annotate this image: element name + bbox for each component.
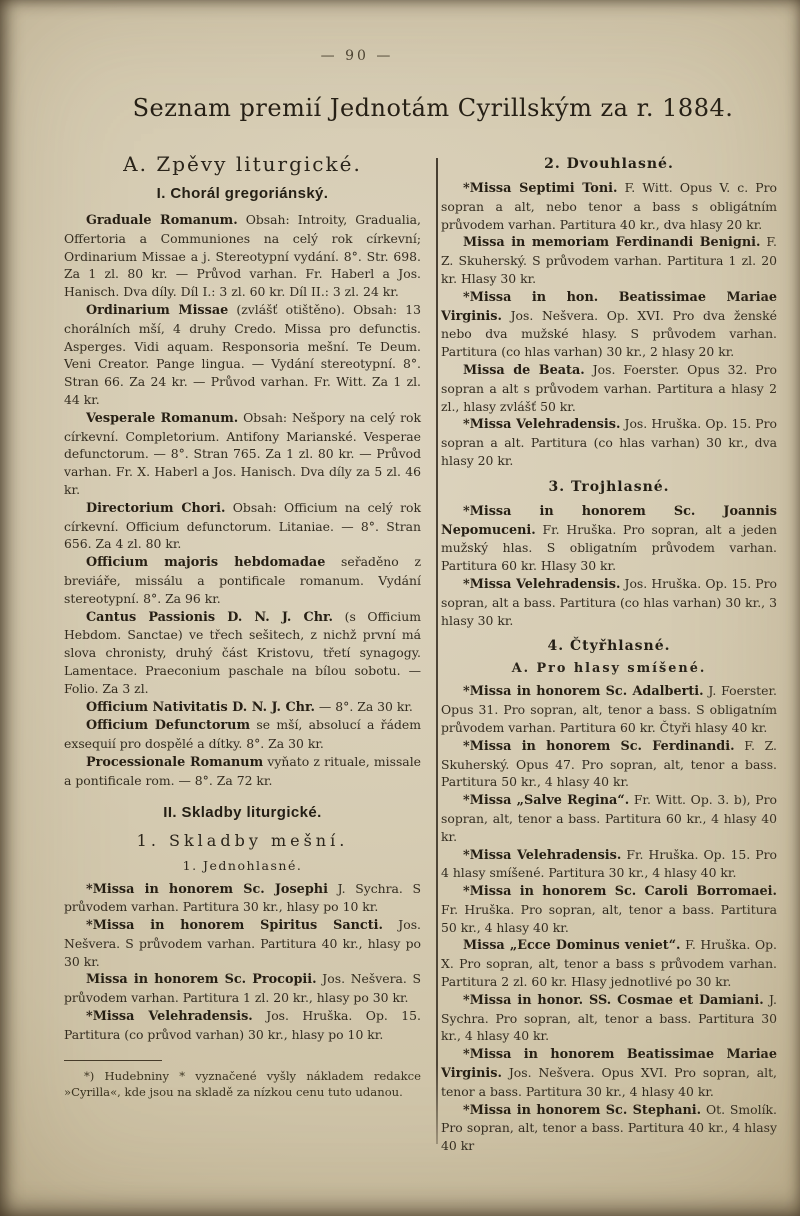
entry-text: Fr. Hruška. Op. 15. Pro 4 hlasy smíšené. Partitura 30 kr., 4 hlasy 40 kr. xyxy=(441,846,777,881)
dvouhlasne-entries-list xyxy=(441,179,777,470)
catalog-entry xyxy=(441,575,777,629)
document-title: Seznam premií Jednotám Cyrillským za r. 1884. xyxy=(132,94,734,122)
catalog-entry xyxy=(441,991,777,1045)
entry-title: *Missa Septimi Toni. xyxy=(463,181,618,196)
entry-text: Jos. Hruška. Op. 15. Partitura (co průvod varhan) 30 kr., hlasy po 10 kr. xyxy=(64,1008,421,1042)
entry-text: Jos. Nešvera. S průvodem varhan. Partitura 40 kr., hlasy po 30 kr. xyxy=(64,917,421,969)
jednohlasne-entries-list xyxy=(64,880,421,1044)
catalog-entry xyxy=(64,916,421,970)
entry-text: F. Z. Skuherský. S průvodem varhan. Partitura 1 zl. 20 kr. Hlasy 30 kr. xyxy=(441,234,777,286)
section-heading-zpevy-liturgicke: A. Zpěvy liturgické. xyxy=(123,152,362,176)
choral-entries-list xyxy=(64,211,421,790)
left-column xyxy=(64,152,421,1100)
subsection-heading-skladby-mesni: 1. Skladby mešní. xyxy=(136,830,349,850)
catalog-entry xyxy=(441,791,777,845)
catalog-entry xyxy=(64,608,421,698)
entry-text: Jos. Hruška. Op. 15. Pro sopran, alt a bass. Partitura (co hlas varhan) 30 kr., 3 hlasy 30 kr. xyxy=(441,575,777,628)
entry-title: *Missa Velehradensis. xyxy=(463,417,621,433)
entry-text: J. Foerster. Opus 31. Pro sopran, alt, tenor a bass. S obligatním průvodem varhan. Partitura 60 kr. Čtyři hlasy 40 kr. xyxy=(441,683,777,735)
entry-text: F. Witt. Opus V. c. Pro sopran a alt, nebo tenor a bass s obligátním průvodem varhan. Partitura 40 kr., dva hlasy 20 kr. xyxy=(441,180,777,232)
entry-text: Fr. Hruška. Pro sopran, alt, tenor a bass. Partitura 50 kr., 4 hlasy 40 kr. xyxy=(441,901,777,935)
entry-title: *Missa in honorem Sc. Stephani. xyxy=(463,1102,702,1118)
entry-title: *Missa in honorem Sc. Josephi xyxy=(86,881,328,897)
footnote-separator xyxy=(64,1060,162,1061)
entry-title: Directorium Chori. xyxy=(86,500,226,516)
entry-text: Jos. Nešvera. S průvodem varhan. Partitura 1 zl. 20 kr., hlasy po 30 kr. xyxy=(64,971,421,1006)
footnote-text: *) Hudebniny * vyznačené vyšly nákladem redakce »Cyrilla«, kde jsou na skladě za nízkou cenu tuto udanou. xyxy=(64,1068,421,1100)
entry-title: *Missa „Salve Regina“. xyxy=(463,793,630,809)
entry-text: Obsah: Officium na celý rok církevní. Officium defunctorum. Litaniae. — 8°. Stran 656. Za 4 zl. 80 kr. xyxy=(64,499,421,552)
entry-title: *Missa Velehradensis. xyxy=(463,847,622,863)
catalog-entry xyxy=(441,936,777,990)
entry-title: *Missa in honorem Sc. Joannis Nepomuceni. xyxy=(441,503,777,538)
entry-text: Fr. Hruška. Pro sopran, alt a jeden mužský hlas. S obligatním průvodem varhan. Partitura 60 kr. Hlasy 30 kr. xyxy=(441,521,777,574)
catalog-entry xyxy=(64,753,421,790)
entry-title: *Missa in honorem Beatissimae Mariae Virginis. xyxy=(441,1047,777,1082)
entry-title: *Missa in honorem Sc. Adalberti. xyxy=(463,684,704,700)
entry-title: Vesperale Romanum. xyxy=(86,410,239,426)
column-divider xyxy=(436,158,438,1144)
catalog-entry xyxy=(64,211,421,301)
catalog-entry xyxy=(441,361,777,415)
catalog-entry xyxy=(64,499,421,553)
entry-text: vyňato z rituale, missale a pontificale rom. — 8°. Za 72 kr. xyxy=(64,753,421,788)
entry-text: Jos. Hruška. Op. 15. Pro sopran a alt. Partitura (co hlas varhan) 30 kr., dva hlasy 20 kr. xyxy=(441,416,777,468)
entry-text: Jos. Nešvera. Opus XVI. Pro sopran, alt, tenor a bass. Partitura 30 kr., 4 hlasy 40 kr. xyxy=(441,1065,777,1099)
catalog-entry xyxy=(64,409,421,499)
catalog-entry xyxy=(441,682,777,736)
entry-text: Obsah: Introity, Gradualia, Offertoria a Communiones na celý rok církevní; Ordinarium Missae a j. Stereotypní vydání. 8°. Str. 698. Za 1 zl. 80 kr. — Průvod varhan. Fr. Haberl a Jos. Hanisch. Dva díly. Díl I.: 3 zl. 60 kr. Díl II.: 3 zl. 24 kr. xyxy=(64,212,421,300)
catalog-entry xyxy=(441,737,777,791)
entry-text: F. Hruška. Op. X. Pro sopran, alt, tenor a bass s průvodem varhan. Partitura 2 zl. 60 kr. Hlasy jednotlivé po 30 kr. xyxy=(441,937,777,990)
entry-text: Fr. Witt. Op. 3. b), Pro sopran, alt, tenor a bass. Partitura 60 kr., 4 hlasy 40 kr. xyxy=(441,792,777,844)
catalog-entry xyxy=(441,288,777,361)
entry-text: Jos. Nešvera. Op. XVI. Pro dva ženské nebo dva mužské hlasy. S průvodem varhan. Partitura (co hlas varhan) 30 kr., 2 hlasy 20 kr. xyxy=(441,307,777,360)
section-heading-ctyrhlasne: 4. Čtyřhlasné. xyxy=(547,638,671,655)
catalog-entry xyxy=(64,301,421,409)
trojhlasne-entries-list xyxy=(441,502,777,630)
entry-text: seřaděno z breviáře, missálu a pontificale romanum. Vydání stereotypní. 8°. Za 96 kr. xyxy=(64,554,421,606)
entry-text: (s Officium Hebdom. Sanctae) ve třech sešitech, z nichž první má slova chronisty, druhý část Kristovu, třetí synagogy. Lamentace. Praeconium paschale na bílou sobotu. — Folio. Za 3 zl. xyxy=(64,608,421,696)
section-heading-choral-gregoriansky: I. Chorál gregoriánský. xyxy=(156,185,329,202)
entry-title: Missa in memoriam Ferdinandi Benigni. xyxy=(463,235,761,251)
catalog-entry xyxy=(64,698,421,717)
ctyrhlasne-entries-list xyxy=(441,682,777,1155)
catalog-entry xyxy=(441,233,777,287)
entry-title: Missa in honorem Sc. Procopii. xyxy=(86,972,317,988)
section-heading-trojhlasne: 3. Trojhlasné. xyxy=(548,478,670,495)
entry-text: Obsah: Nešpory na celý rok církevní. Completorium. Antifony Marianské. Vesperae defunctorum. — 8°. Stran 765. Za 1 zl. 80 kr. — Průvod varhan. Fr. X. Haberl a Jos. Hanisch. Dva díly za 5 zl. 46 kr. xyxy=(64,409,421,497)
catalog-entry xyxy=(441,1045,777,1100)
section-heading-skladby-liturgicke: II. Skladby liturgické. xyxy=(163,803,322,821)
entry-title: Ordinarium Missae xyxy=(86,302,229,318)
catalog-entry xyxy=(64,880,421,917)
entry-title: Officium majoris hebdomadae xyxy=(86,555,326,571)
entry-title: Missa de Beata. xyxy=(463,362,585,378)
entry-text: — 8°. Za 30 kr. xyxy=(314,698,413,714)
entry-title: Cantus Passionis D. N. J. Chr. xyxy=(86,609,334,625)
entry-text: Jos. Foerster. Opus 32. Pro sopran a alt s průvodem varhan. Partitura a hlasy 2 zl., hlasy zvlášť 50 kr. xyxy=(441,361,777,414)
entry-text: J. Sychra. Pro sopran, alt, tenor a bass. Partitura 30 kr., 4 hlasy 40 kr. xyxy=(441,991,778,1044)
entry-text: (zvlášť otištěno). Obsah: 13 chorálních mší, 4 druhy Credo. Missa pro defunctis. Asperges. Vidi aquam. Responsoria mešní. Te Deum. Veni Creator. Pange lingua. — Vydání stereotypní. 8°. Stran 66. Za 24 kr. — Průvod varhan. Fr. Witt. Za 1 zl. 44 kr. xyxy=(64,301,421,407)
entry-title: *Missa in honor. SS. Cosmae et Damiani. xyxy=(463,992,764,1008)
catalog-entry xyxy=(441,415,777,469)
catalog-entry xyxy=(441,502,777,575)
entry-text: Ot. Smolík. Pro sopran, alt, tenor a bass. Partitura 40 kr., 4 hlasy 40 kr xyxy=(441,1101,777,1154)
section-heading-dvouhlasne: 2. Dvouhlasné. xyxy=(544,156,674,172)
entry-title: *Missa Velehradensis. xyxy=(86,1009,253,1025)
entry-title: Graduale Romanum. xyxy=(86,213,238,228)
catalog-entry xyxy=(441,1101,777,1155)
entry-text: J. Sychra. S průvodem varhan. Partitura 30 kr., hlasy po 10 kr. xyxy=(64,880,422,915)
entry-title: *Missa Velehradensis. xyxy=(463,576,621,592)
entry-title: Processionale Romanum xyxy=(86,754,264,770)
entry-title: Officium Defunctorum xyxy=(86,718,251,734)
entry-title: *Missa in honorem Sc. Caroli Borromaei. xyxy=(463,884,777,900)
catalog-entry xyxy=(441,846,777,883)
catalog-entry xyxy=(441,882,777,936)
entry-title: Missa „Ecce Dominus veniet“. xyxy=(463,938,681,954)
entry-text: F. Z. Skuherský. Opus 47. Pro sopran, alt, tenor a bass. Partitura 50 kr., 4 hlasy 40 kr. xyxy=(441,737,777,790)
subsection-heading-pro-hlasy-smisene: A. Pro hlasy smíšené. xyxy=(511,661,707,677)
catalog-entry xyxy=(64,1007,421,1044)
entry-title: *Missa in honorem Sc. Ferdinandi. xyxy=(463,738,735,754)
entry-title: *Missa in hon. Beatissimae Mariae Virginis. xyxy=(441,289,777,324)
page-number: — 90 — xyxy=(320,48,394,64)
catalog-entry xyxy=(64,970,421,1007)
right-column xyxy=(441,156,777,1155)
catalog-entry xyxy=(64,553,421,607)
catalog-entry xyxy=(64,716,421,753)
subsection-heading-jednohlasne: 1. Jednohlasné. xyxy=(182,857,303,873)
entry-text: se mší, absolucí a řádem exsequií pro dospělé a dítky. 8°. Za 30 kr. xyxy=(64,717,421,752)
entry-title: Officium Nativitatis D. N. J. Chr. xyxy=(86,699,315,715)
entry-title: *Missa in honorem Spiritus Sancti. xyxy=(86,918,383,934)
catalog-entry xyxy=(441,179,777,233)
